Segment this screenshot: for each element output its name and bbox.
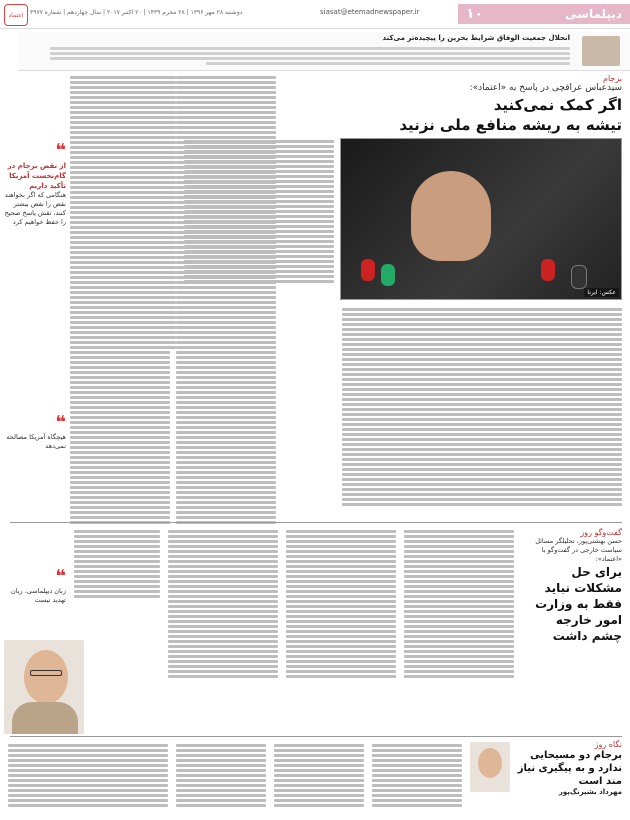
interviewee-portrait	[4, 640, 84, 734]
main-headline-line1: اگر کمک نمی‌کنید	[493, 96, 622, 114]
news-thumbnail	[582, 36, 620, 66]
bottom-box	[512, 740, 622, 796]
news-text	[50, 45, 570, 67]
interview-body-col3	[168, 528, 278, 680]
interview-body-col4	[74, 528, 160, 600]
page-header	[0, 0, 630, 29]
bottom-body-col4	[8, 742, 168, 809]
quote-mark-icon: ❝	[55, 566, 66, 587]
left-interview-caption: زبان دیپلماسی، زبان تهدید نیست	[10, 587, 66, 604]
portrait-figure	[411, 171, 491, 261]
photo-caption: عکس: ایرنا	[584, 288, 619, 297]
interview-box	[522, 528, 622, 644]
bottom-byline: مهرداد بشیرنگ‌پور	[558, 788, 622, 796]
interview-kicker: حسن بهشتی‌پور، تحلیلگر مسائل سیاست خارجی در گفت‌وگو با «اعتماد»:	[535, 537, 622, 563]
interview-body-col2	[286, 528, 396, 680]
interview-headline: برای حل مشکلات نباید فقط به وزارت امور خارجه چشم داشت	[535, 565, 622, 643]
left-interview-caption-block	[4, 566, 66, 605]
left-quote-block	[4, 412, 66, 451]
section-label: دیپلماسی	[565, 7, 622, 21]
site-url: siasat@etemadnewspaper.ir	[320, 8, 420, 16]
quote-mark-icon: ❝	[55, 412, 66, 433]
quote-mark-icon: ❝	[55, 140, 66, 161]
bottom-body-col3	[176, 742, 266, 809]
main-photo	[340, 138, 622, 300]
bottom-body-col2	[274, 742, 364, 809]
news-headline: انحلال جمعیت الوفاق شرایط بحرین را پیچیده‌تر می‌کند	[382, 34, 570, 42]
interview-body-col1	[404, 528, 514, 680]
left-body-col	[70, 74, 170, 526]
side-quote-body: هنگامی که اگر بخواهند نقض را نقض بیشتر کنند، نقش پاسخ صحیح را حفظ خواهیم کرد	[4, 191, 66, 226]
side-quote-head: از نقض برجام در گام‌نخست آمریکا تأکید داریم	[7, 162, 66, 190]
bottom-headline: برجام دو مسیحایی ندارد و به پیگیری نیاز مند است	[517, 750, 622, 787]
page-number: ۱۰	[466, 6, 484, 22]
main-kicker: سیدعباس عراقچی در پاسخ به «اعتماد»:	[469, 83, 622, 93]
interview-tag: گفت‌وگو روز	[580, 528, 622, 537]
side-quote-column	[4, 140, 66, 227]
bottom-section-tag: نگاه روز	[594, 740, 622, 749]
section-divider	[10, 736, 622, 737]
news-strip	[18, 32, 630, 71]
section-tab	[458, 4, 630, 24]
left-quote-text: هیچگاه آمریکا مصالحه نمی‌دهد	[6, 433, 66, 450]
photo-under-text	[342, 306, 622, 508]
bottom-body-col1	[372, 742, 462, 809]
issue-info: دوشنبه ۲۸ مهر ۱۳۹۶ | ۲۸ محرم ۱۴۳۹ | ۲۰ اکتبر ۲۰۱۷ | سال چهاردهم | شماره ۳۹۷۷	[30, 9, 243, 16]
newspaper-logo: اعتماد	[4, 4, 28, 26]
section-divider	[10, 522, 622, 523]
author-portrait	[470, 742, 510, 792]
main-headline-line2: تیشه به ریشه منافع ملی نزنید	[399, 116, 622, 134]
section-tag: برجام	[603, 74, 622, 83]
mid-body-col	[176, 74, 276, 526]
